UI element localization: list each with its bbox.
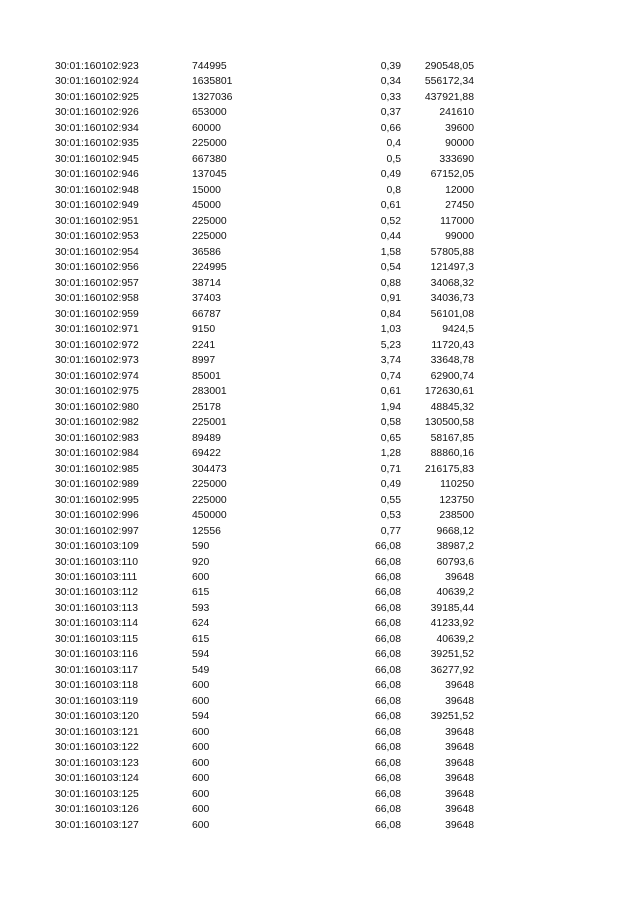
table-row — [52, 183, 474, 198]
table-row — [52, 709, 474, 724]
rate-cell: 0,84 — [380, 308, 401, 320]
area-cell: 594 — [192, 711, 210, 723]
value-cell: 121497,3 — [430, 262, 474, 274]
value-cell: 123750 — [439, 494, 474, 506]
table-row — [52, 647, 474, 662]
value-cell: 39648 — [445, 819, 474, 831]
cadastral-number-cell: 30:01:160102:945 — [55, 153, 139, 165]
cadastral-number-cell: 30:01:160102:948 — [55, 184, 139, 196]
cadastral-number-cell: 30:01:160102:926 — [55, 107, 139, 119]
table-row — [52, 322, 474, 337]
table-row — [52, 74, 474, 89]
cadastral-number-cell: 30:01:160102:923 — [55, 61, 139, 72]
cadastral-number-cell: 30:01:160102:956 — [55, 262, 139, 274]
value-cell: 90000 — [445, 138, 474, 150]
rate-cell: 66,08 — [374, 602, 401, 614]
cadastral-number-cell: 30:01:160102:934 — [55, 122, 139, 134]
table-row — [52, 291, 474, 306]
area-cell: 283001 — [192, 386, 227, 398]
table-row — [52, 400, 474, 415]
area-cell: 624 — [192, 618, 210, 630]
value-cell: 58167,85 — [430, 432, 474, 444]
rate-cell: 0,34 — [380, 76, 401, 88]
cadastral-number-cell: 30:01:160102:974 — [55, 370, 139, 382]
table-row — [52, 431, 474, 446]
value-cell: 117000 — [440, 215, 474, 227]
table-row — [52, 121, 474, 136]
table-row — [52, 214, 474, 229]
table-row — [52, 493, 474, 508]
cadastral-number-cell: 30:01:160102:924 — [55, 76, 139, 88]
area-cell: 8997 — [192, 355, 216, 367]
area-cell: 304473 — [192, 463, 227, 475]
value-cell: 67152,05 — [430, 169, 474, 181]
value-cell: 39648 — [445, 742, 474, 754]
value-cell: 216175,83 — [424, 463, 474, 475]
area-cell: 60000 — [192, 122, 221, 134]
cadastral-number-cell: 30:01:160102:985 — [55, 463, 139, 475]
area-cell: 225000 — [192, 138, 227, 150]
cadastral-number-cell: 30:01:160103:127 — [55, 819, 139, 831]
area-cell: 225000 — [192, 479, 227, 491]
rate-cell: 3,74 — [380, 355, 401, 367]
rate-cell: 66,08 — [374, 726, 401, 738]
value-cell: 33648,78 — [430, 355, 474, 367]
cadastral-number-cell: 30:01:160103:124 — [55, 773, 139, 785]
value-cell: 57805,88 — [430, 246, 474, 258]
rate-cell: 5,23 — [380, 339, 401, 351]
rate-cell: 66,08 — [374, 633, 401, 645]
cadastral-number-cell: 30:01:160102:949 — [55, 200, 139, 212]
area-cell: 594 — [192, 649, 210, 661]
cadastral-number-cell: 30:01:160103:110 — [55, 556, 139, 568]
value-cell: 333690 — [439, 153, 474, 165]
table-row — [52, 524, 474, 539]
area-cell: 600 — [192, 726, 210, 738]
value-cell: 38987,2 — [436, 541, 474, 553]
area-cell: 137045 — [192, 169, 227, 181]
cadastral-number-cell: 30:01:160102:982 — [55, 417, 139, 429]
cadastral-number-cell: 30:01:160103:114 — [55, 618, 139, 630]
value-cell: 238500 — [439, 510, 474, 522]
table-body — [52, 59, 474, 833]
area-cell: 85001 — [192, 370, 221, 382]
table-row — [52, 632, 474, 647]
cadastral-number-cell: 30:01:160102:997 — [55, 525, 139, 537]
rate-cell: 66,08 — [374, 742, 401, 754]
area-cell: 224995 — [192, 262, 227, 274]
value-cell: 556172,34 — [424, 76, 474, 88]
table-row — [52, 198, 474, 213]
table-row — [52, 585, 474, 600]
area-cell: 600 — [192, 804, 210, 816]
rate-cell: 0,44 — [380, 231, 401, 243]
value-cell: 41233,92 — [430, 618, 474, 630]
cadastral-number-cell: 30:01:160103:121 — [55, 726, 139, 738]
cadastral-number-cell: 30:01:160102:989 — [55, 479, 139, 491]
table-row — [52, 725, 474, 740]
value-cell: 290548,05 — [424, 61, 474, 72]
value-cell: 39648 — [445, 571, 474, 583]
area-cell: 66787 — [192, 308, 221, 320]
table-row — [52, 771, 474, 786]
rate-cell: 0,61 — [380, 386, 401, 398]
value-cell: 39648 — [445, 680, 474, 692]
table-row — [52, 229, 474, 244]
area-cell: 225000 — [192, 231, 227, 243]
area-cell: 744995 — [192, 61, 227, 72]
area-cell: 600 — [192, 571, 210, 583]
table-row — [52, 508, 474, 523]
value-cell: 39185,44 — [430, 602, 474, 614]
table-row — [52, 353, 474, 368]
table-row — [52, 570, 474, 585]
table-row — [52, 616, 474, 631]
value-cell: 99000 — [445, 231, 474, 243]
rate-cell: 66,08 — [374, 556, 401, 568]
area-cell: 12556 — [192, 525, 221, 537]
rate-cell: 1,03 — [380, 324, 401, 336]
rate-cell: 66,08 — [374, 649, 401, 661]
value-cell: 39648 — [445, 773, 474, 785]
area-cell: 450000 — [192, 510, 227, 522]
value-cell: 60793,6 — [436, 556, 474, 568]
cadastral-number-cell: 30:01:160102:935 — [55, 138, 139, 150]
table-row — [52, 555, 474, 570]
cadastral-number-cell: 30:01:160103:112 — [55, 587, 139, 599]
value-cell: 11720,43 — [431, 339, 474, 351]
table-row — [52, 740, 474, 755]
rate-cell: 0,71 — [380, 463, 401, 475]
area-cell: 25178 — [192, 401, 221, 413]
value-cell: 39251,52 — [430, 711, 474, 723]
rate-cell: 0,53 — [380, 510, 401, 522]
rate-cell: 0,66 — [380, 122, 401, 134]
rate-cell: 0,33 — [380, 91, 401, 103]
area-cell: 45000 — [192, 200, 221, 212]
value-cell: 39648 — [445, 788, 474, 800]
cadastral-number-cell: 30:01:160102:995 — [55, 494, 139, 506]
cadastral-number-cell: 30:01:160102:954 — [55, 246, 139, 258]
rate-cell: 0,37 — [380, 107, 401, 119]
cadastral-number-cell: 30:01:160102:973 — [55, 355, 139, 367]
table-row — [52, 756, 474, 771]
table-row — [52, 245, 474, 260]
rate-cell: 66,08 — [374, 711, 401, 723]
area-cell: 69422 — [192, 448, 221, 460]
value-cell: 110250 — [440, 479, 474, 491]
area-cell: 600 — [192, 773, 210, 785]
cadastral-number-cell: 30:01:160102:972 — [55, 339, 139, 351]
value-cell: 39648 — [445, 804, 474, 816]
area-cell: 2241 — [192, 339, 216, 351]
value-cell: 130500,58 — [424, 417, 474, 429]
table-row — [52, 152, 474, 167]
table-row — [52, 818, 474, 833]
area-cell: 37403 — [192, 293, 221, 305]
rate-cell: 0,61 — [380, 200, 401, 212]
area-cell: 615 — [192, 633, 210, 645]
data-table — [52, 59, 474, 833]
cadastral-number-cell: 30:01:160103:116 — [55, 649, 139, 661]
table-row — [52, 462, 474, 477]
cadastral-number-cell: 30:01:160102:951 — [55, 215, 139, 227]
value-cell: 241610 — [439, 107, 474, 119]
value-cell: 39648 — [445, 726, 474, 738]
area-cell: 225000 — [192, 215, 227, 227]
cadastral-number-cell: 30:01:160103:109 — [55, 541, 139, 553]
cadastral-number-cell: 30:01:160103:115 — [55, 633, 139, 645]
cadastral-number-cell: 30:01:160102:953 — [55, 231, 139, 243]
table-row — [52, 307, 474, 322]
value-cell: 34036,73 — [430, 293, 474, 305]
area-cell: 600 — [192, 695, 210, 707]
rate-cell: 66,08 — [374, 804, 401, 816]
rate-cell: 1,94 — [380, 401, 401, 413]
rate-cell: 0,58 — [380, 417, 401, 429]
value-cell: 62900,74 — [430, 370, 474, 382]
rate-cell: 66,08 — [374, 664, 401, 676]
rate-cell: 0,77 — [380, 525, 401, 537]
table-row — [52, 678, 474, 693]
rate-cell: 0,49 — [380, 479, 401, 491]
cadastral-number-cell: 30:01:160102:925 — [55, 91, 139, 103]
cadastral-number-cell: 30:01:160103:125 — [55, 788, 139, 800]
rate-cell: 66,08 — [374, 695, 401, 707]
value-cell: 39600 — [445, 122, 474, 134]
rate-cell: 66,08 — [374, 571, 401, 583]
rate-cell: 66,08 — [374, 680, 401, 692]
area-cell: 600 — [192, 819, 210, 831]
area-cell: 615 — [192, 587, 210, 599]
rate-cell: 66,08 — [374, 541, 401, 553]
area-cell: 225000 — [192, 494, 227, 506]
rate-cell: 0,74 — [380, 370, 401, 382]
cadastral-number-cell: 30:01:160102:983 — [55, 432, 139, 444]
cadastral-number-cell: 30:01:160103:118 — [55, 680, 139, 692]
area-cell: 653000 — [192, 107, 227, 119]
rate-cell: 0,91 — [380, 293, 401, 305]
rate-cell: 0,88 — [380, 277, 401, 289]
cadastral-number-cell: 30:01:160102:971 — [55, 324, 139, 336]
rate-cell: 66,08 — [374, 618, 401, 630]
value-cell: 27450 — [445, 200, 474, 212]
area-cell: 1327036 — [192, 91, 233, 103]
area-cell: 9150 — [192, 324, 216, 336]
rate-cell: 0,65 — [380, 432, 401, 444]
area-cell: 667380 — [192, 153, 227, 165]
value-cell: 40639,2 — [436, 587, 474, 599]
cadastral-number-cell: 30:01:160103:119 — [55, 695, 139, 707]
rate-cell: 0,55 — [380, 494, 401, 506]
rate-cell: 0,4 — [386, 138, 401, 150]
cadastral-number-cell: 30:01:160103:123 — [55, 757, 139, 769]
cadastral-number-cell: 30:01:160102:975 — [55, 386, 139, 398]
table-row — [52, 787, 474, 802]
area-cell: 600 — [192, 742, 210, 754]
cadastral-number-cell: 30:01:160102:957 — [55, 277, 139, 289]
table-row — [52, 415, 474, 430]
cadastral-number-cell: 30:01:160103:122 — [55, 742, 139, 754]
table-row — [52, 338, 474, 353]
table-row — [52, 477, 474, 492]
rate-cell: 66,08 — [374, 773, 401, 785]
table-row — [52, 446, 474, 461]
area-cell: 225001 — [192, 417, 227, 429]
cadastral-number-cell: 30:01:160102:984 — [55, 448, 139, 460]
area-cell: 920 — [192, 556, 210, 568]
table-row — [52, 59, 474, 74]
area-cell: 89489 — [192, 432, 221, 444]
rate-cell: 0,5 — [386, 153, 401, 165]
cadastral-number-cell: 30:01:160102:980 — [55, 401, 139, 413]
table-row — [52, 276, 474, 291]
value-cell: 39251,52 — [430, 649, 474, 661]
cadastral-number-cell: 30:01:160102:959 — [55, 308, 139, 320]
area-cell: 593 — [192, 602, 210, 614]
value-cell: 12000 — [445, 184, 474, 196]
rate-cell: 66,08 — [374, 788, 401, 800]
value-cell: 9424,5 — [442, 324, 474, 336]
value-cell: 172630,61 — [424, 386, 474, 398]
cadastral-number-cell: 30:01:160103:120 — [55, 711, 139, 723]
rate-cell: 1,58 — [380, 246, 401, 258]
value-cell: 56101,08 — [430, 308, 474, 320]
cadastral-number-cell: 30:01:160103:113 — [55, 602, 139, 614]
rate-cell: 0,52 — [380, 215, 401, 227]
table-row — [52, 539, 474, 554]
area-cell: 38714 — [192, 277, 221, 289]
value-cell: 9668,12 — [436, 525, 474, 537]
cadastral-number-cell: 30:01:160102:946 — [55, 169, 139, 181]
table-row — [52, 694, 474, 709]
table-row — [52, 90, 474, 105]
area-cell: 590 — [192, 541, 210, 553]
table-row — [52, 105, 474, 120]
rate-cell: 66,08 — [374, 757, 401, 769]
rate-cell: 0,54 — [380, 262, 401, 274]
value-cell: 88860,16 — [430, 448, 474, 460]
value-cell: 437921,88 — [424, 91, 474, 103]
value-cell: 34068,32 — [430, 277, 474, 289]
rate-cell: 0,39 — [380, 61, 401, 72]
value-cell: 40639,2 — [436, 633, 474, 645]
table-row — [52, 136, 474, 151]
cadastral-number-cell: 30:01:160103:126 — [55, 804, 139, 816]
cadastral-number-cell: 30:01:160102:958 — [55, 293, 139, 305]
rate-cell: 66,08 — [374, 819, 401, 831]
area-cell: 549 — [192, 664, 210, 676]
cadastral-number-cell: 30:01:160102:996 — [55, 510, 139, 522]
table-row — [52, 167, 474, 182]
value-cell: 39648 — [445, 757, 474, 769]
table-row — [52, 260, 474, 275]
rate-cell: 0,49 — [380, 169, 401, 181]
rate-cell: 0,8 — [386, 184, 401, 196]
table-row — [52, 802, 474, 817]
area-cell: 600 — [192, 680, 210, 692]
area-cell: 15000 — [192, 184, 221, 196]
rate-cell: 1,28 — [380, 448, 401, 460]
area-cell: 600 — [192, 788, 210, 800]
value-cell: 36277,92 — [430, 664, 474, 676]
value-cell: 48845,32 — [430, 401, 474, 413]
cadastral-number-cell: 30:01:160103:117 — [55, 664, 139, 676]
rate-cell: 66,08 — [374, 587, 401, 599]
table-row — [52, 663, 474, 678]
area-cell: 1635801 — [192, 76, 233, 88]
area-cell: 600 — [192, 757, 210, 769]
table-row — [52, 601, 474, 616]
cadastral-number-cell: 30:01:160103:111 — [55, 571, 138, 583]
table-row — [52, 369, 474, 384]
value-cell: 39648 — [445, 695, 474, 707]
table-row — [52, 384, 474, 399]
area-cell: 36586 — [192, 246, 221, 258]
